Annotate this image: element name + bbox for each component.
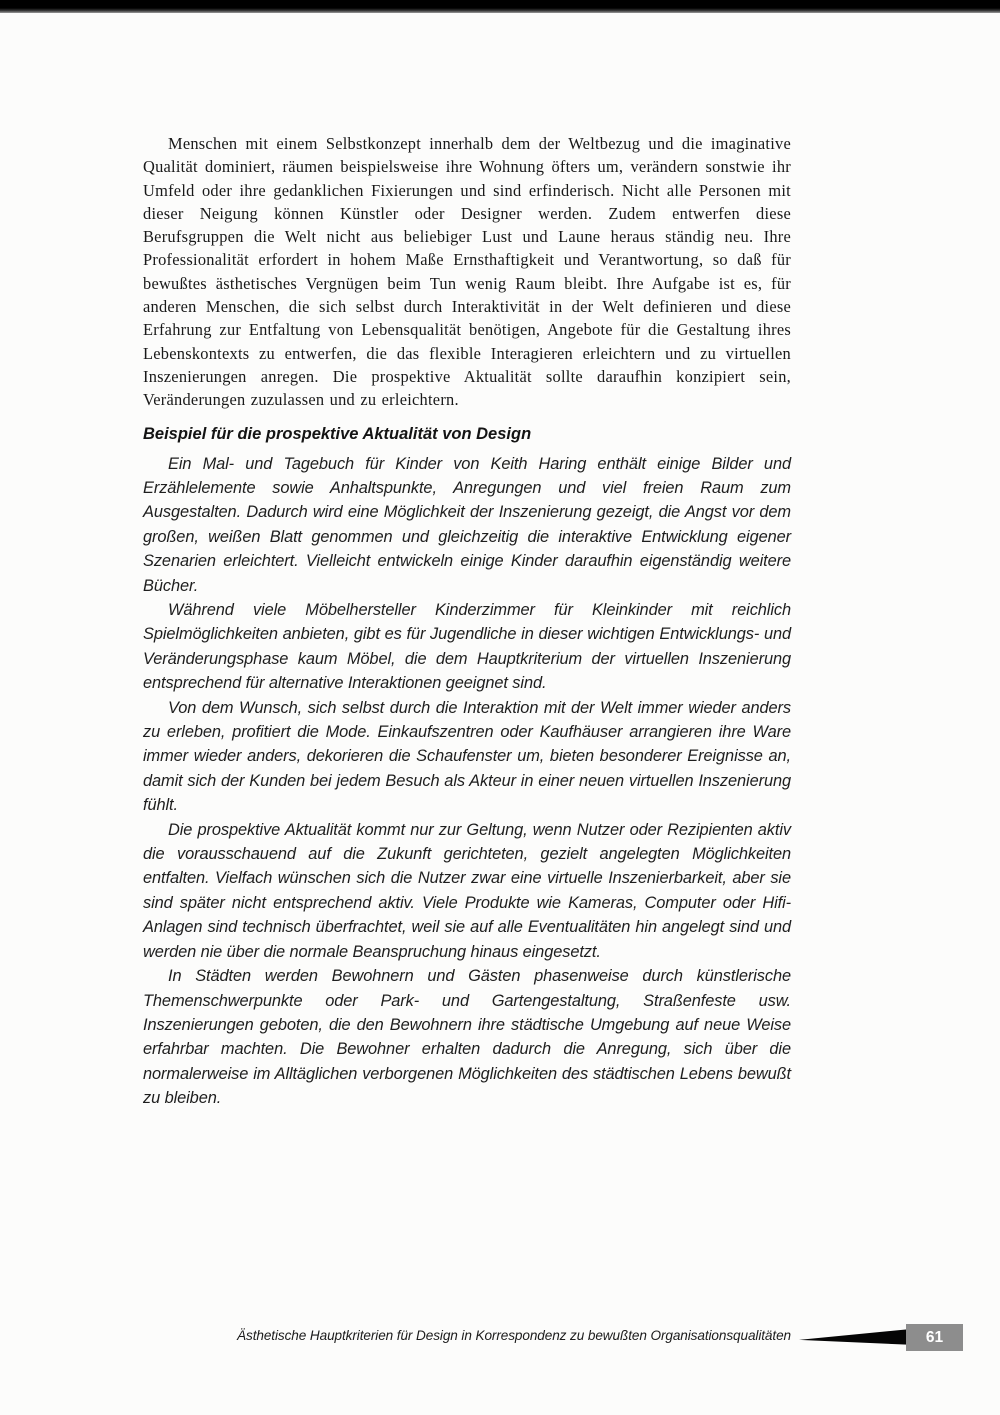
footer-running-title: Ästhetische Hauptkriterien für Design in Korrespondenz zu bewußten Organisationsqualitäten [237, 1328, 791, 1343]
section-heading: Beispiel für die prospektive Aktualität von Design [143, 424, 532, 443]
body-paragraph: In Städten werden Bewohnern und Gästen phasenweise durch künstlerische Themenschwerpunkte oder Park- und Gartengestaltung, Straßenfeste usw. Inszenierungen geboten, die den Bewohnern ihre städtische Umgebung auf neue Weise erfahrbar machten. Die Bewohner erhalten dadurch die Anregung, sich über die normalerweise im Alltäglichen verborgenen Möglichkeiten des städtischen Lebens bewußt zu bleiben. [143, 967, 791, 1108]
body-paragraph: Während viele Möbelhersteller Kinderzimmer für Kleinkinder mit reichlich Spielmöglichkeiten anbieten, gibt es für Jugendliche in dieser wichtigen Entwicklungs- und Veränderungsphase kaum Möbel, die dem Hauptkriterium der virtuellen Inszenierung entsprechend für alternative Interaktionen geeignet sind. [143, 601, 791, 693]
intro-paragraph: Menschen mit einem Selbstkonzept innerhalb dem der Weltbezug und die imaginative Qualität dominiert, räumen beispielsweise ihre Wohnung öfters um, verändern sonstwie ihr Umfeld oder ihre gedanklichen Fixierungen und sind erfinderisch. Nicht alle Personen mit dieser Neigung können Künstler oder Designer werden. Zudem entwerfen diese Berufsgruppen die Welt nicht aus beliebiger Lust und Laune heraus ständig neu. Ihre Professionalität erfordert in hohem Maße Ernsthaftigkeit und Verantwortung, so daß für bewußtes ästhetisches Vergnügen beim Tun wenig Raum bleibt. Ihre Aufgabe ist es, für anderen Menschen, die sich selbst durch Interaktivität in der Welt definieren und diese Erfahrung zur Entfaltung von Lebensqualität benötigen, Angebote für die Gestaltung ihres Lebenskontexts zu entwerfen, die das flexible Interagieren erleichtern und zu virtuellen Inszenierungen anregen. Die prospektive Aktualität sollte daraufhin konzipiert sein, Veränderungen zuzulassen und zu erleichtern. [143, 134, 791, 410]
page-top-scan-edge [0, 0, 1000, 13]
page-footer [0, 1320, 1000, 1354]
body-paragraph: Die prospektive Aktualität kommt nur zur Geltung, wenn Nutzer oder Rezipienten aktiv die vorausschauend auf die Zukunft gerichteten, gezielt angelegten Möglichkeiten entfalten. Vielfach wünschen sich die Nutzer zwar eine virtuelle Inszenierbarkeit, aber sie sind später nicht entsprechend aktiv. Viele Produkte wie Kameras, Computer oder Hifi-Anlagen sind technisch überfrachtet, weil sie auf alle Eventualitäten hin angelegt sind und werden nie über die normale Beanspruchung hinaus eingesetzt. [143, 820, 791, 961]
page-number: 61 [906, 1324, 963, 1351]
body-paragraph: Von dem Wunsch, sich selbst durch die Interaktion mit der Welt immer wieder anders zu erleben, profitiert die Mode. Einkaufszentren oder Kaufhäuser arrangieren ihre Ware immer wieder anders, dekorieren die Schaufenster um, bieten besonderer Ereignisse an, damit sich der Kunden bei jedem Besuch als Akteur in einer neuen virtuellen Inszenierung fühlt. [143, 698, 791, 815]
italic-body-section [143, 452, 791, 1111]
text-block [143, 132, 791, 1111]
footer-wedge-graphic [799, 1329, 907, 1345]
body-paragraph: Ein Mal- und Tagebuch für Kinder von Keith Haring enthält einige Bilder und Erzählelemente sowie Anhaltspunkte, Anregungen und viel freien Raum zum Ausgestalten. Dadurch wird eine Möglichkeit der Inszenierung gezeigt, die Angst vor dem großen, weißen Blatt genommen und gleichzeitig die interaktive Entwicklung eigener Szenarien erleichtert. Vielleicht entwickeln einige Kinder daraufhin eigenständig weitere Bücher. [143, 454, 791, 595]
